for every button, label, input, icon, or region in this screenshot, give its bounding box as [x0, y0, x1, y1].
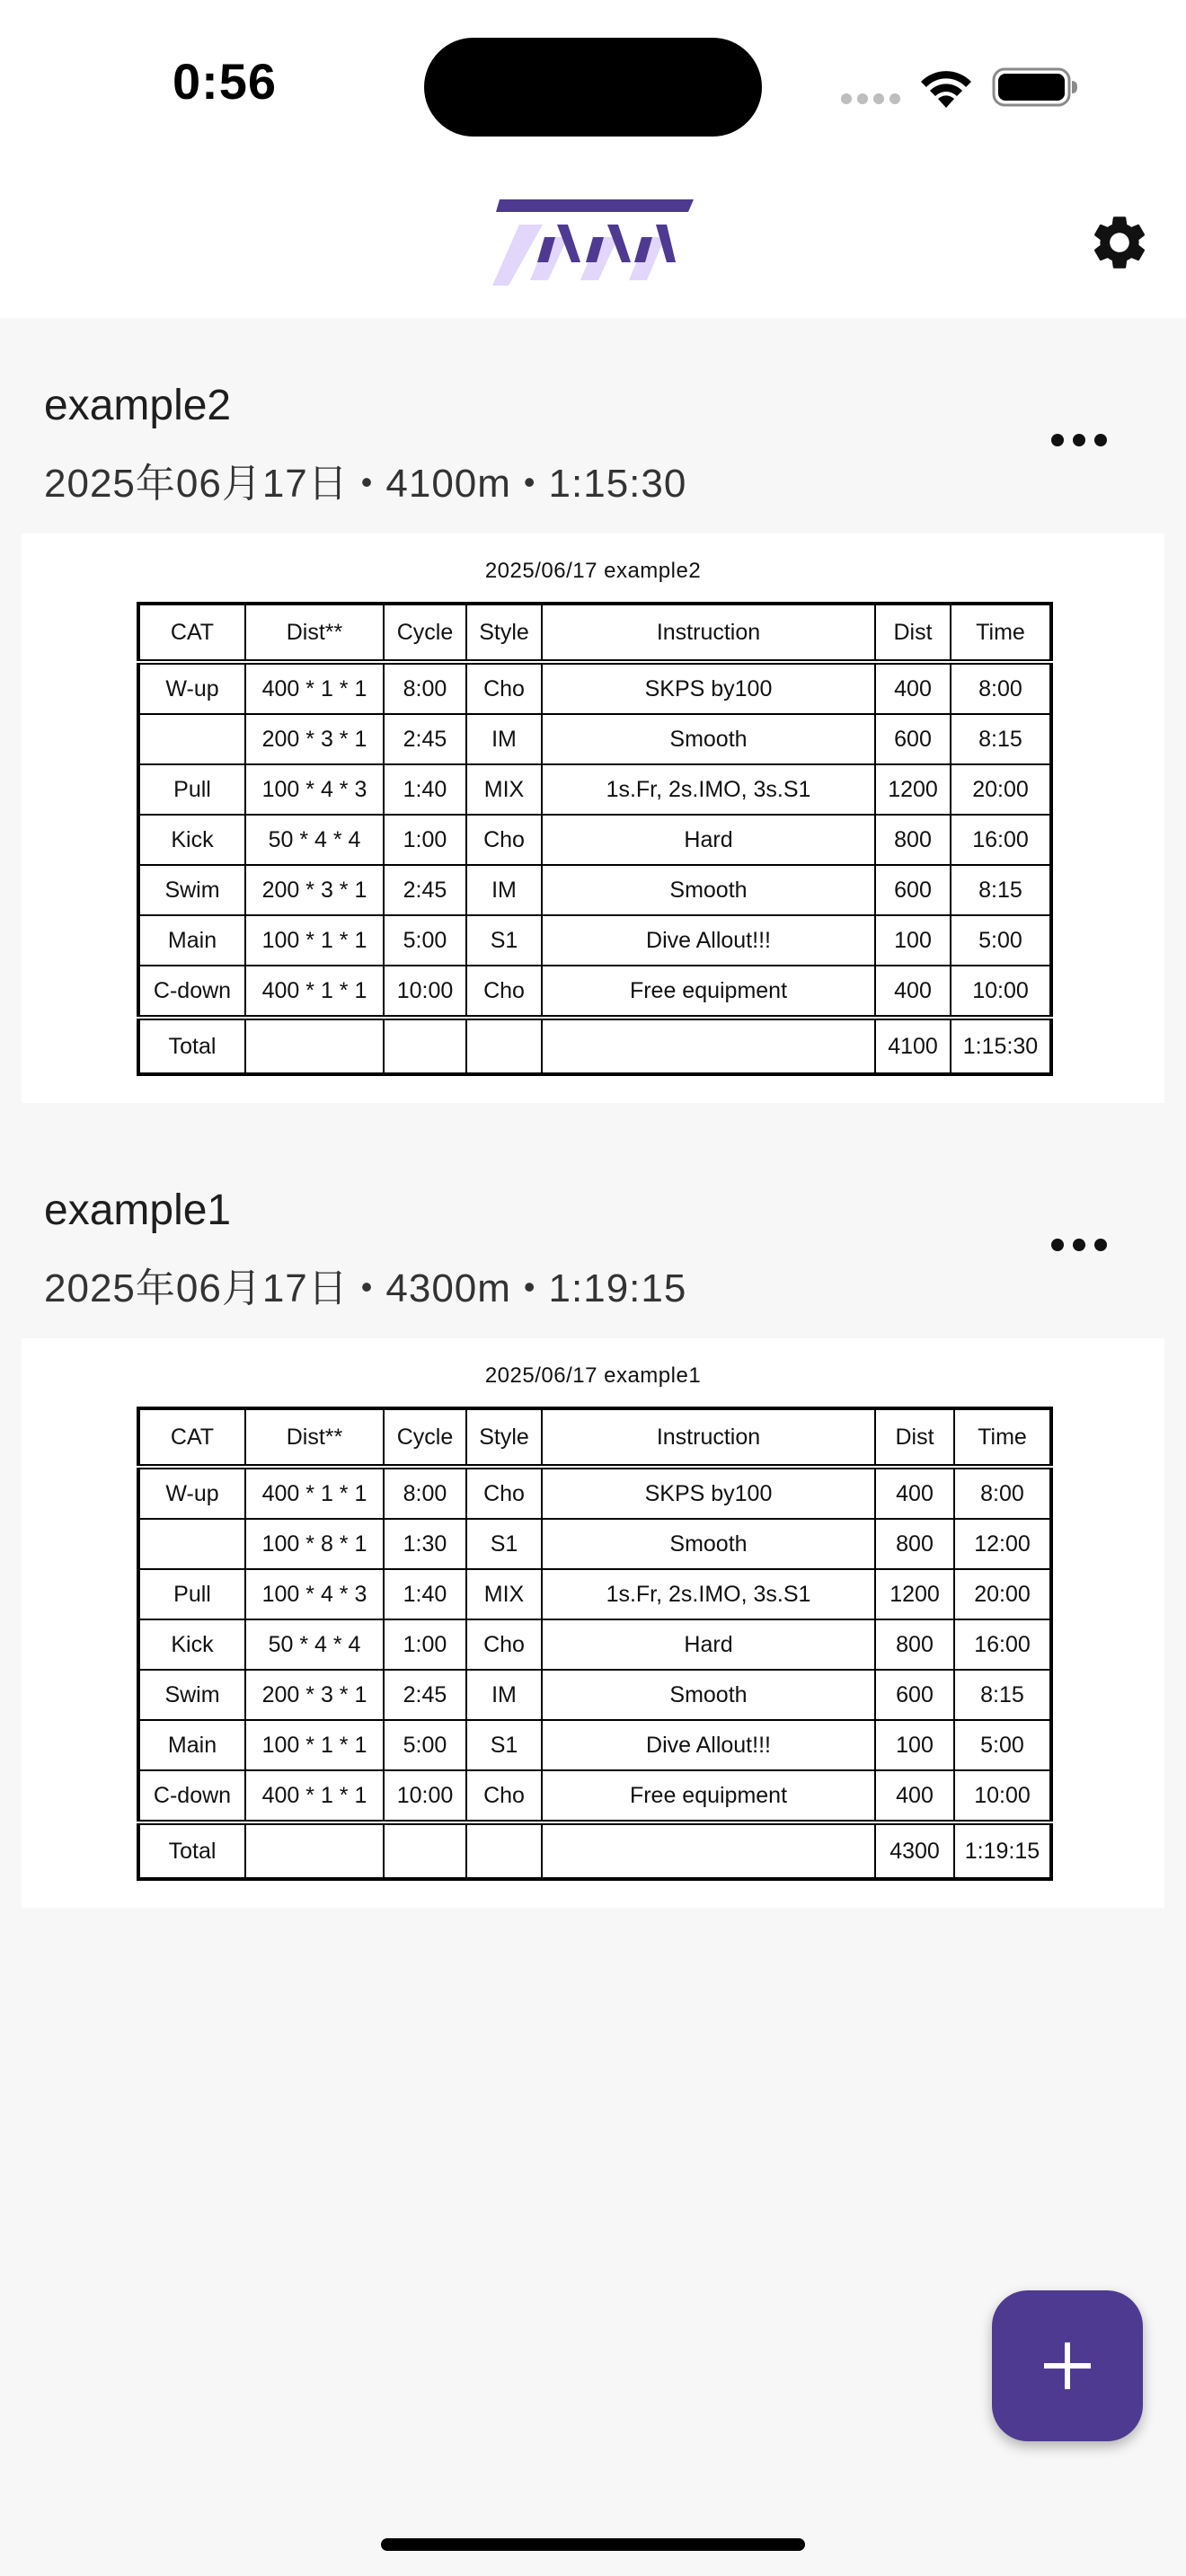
cell-dist: 400	[875, 1770, 954, 1822]
cell-dist: 600	[875, 714, 951, 764]
workout-table	[137, 1407, 1053, 1881]
column-header-instruction: Instruction	[542, 604, 875, 662]
cell-empty	[542, 1018, 875, 1074]
total-time: 1:19:15	[954, 1822, 1051, 1879]
workout-distance: 4300m	[385, 1266, 511, 1310]
cell-style: MIX	[466, 1569, 542, 1619]
workout-preview[interactable]	[22, 1338, 1164, 1908]
column-header-set-dist: Dist**	[245, 604, 384, 662]
cell-empty	[466, 1822, 542, 1879]
cell-set-dist: 100 * 8 * 1	[245, 1519, 384, 1569]
cell-style: S1	[466, 1519, 542, 1569]
cell-set-dist: 200 * 3 * 1	[245, 1670, 384, 1720]
workout-date: 2025年06月17日	[44, 1266, 349, 1310]
cell-cycle: 10:00	[384, 966, 466, 1018]
cell-style: Cho	[466, 662, 542, 714]
column-header-cycle: Cycle	[384, 604, 466, 662]
cell-set-dist: 400 * 1 * 1	[245, 1467, 384, 1519]
cell-dist: 800	[875, 815, 951, 865]
cell-set-dist: 50 * 4 * 4	[245, 815, 384, 865]
table-row	[138, 1770, 1051, 1822]
cell-cat: Kick	[138, 1619, 245, 1670]
table-row	[138, 966, 1051, 1018]
cell-style: IM	[466, 714, 542, 764]
cell-cycle: 2:45	[384, 714, 466, 764]
cell-dist: 800	[875, 1619, 954, 1670]
column-header-cycle: Cycle	[384, 1408, 466, 1467]
table-total-row	[138, 1018, 1051, 1074]
cell-dist: 400	[875, 662, 951, 714]
table-header-row	[138, 1408, 1051, 1467]
workout-duration: 1:19:15	[548, 1266, 687, 1310]
cell-cat: W-up	[138, 662, 245, 714]
total-dist: 4300	[875, 1822, 954, 1879]
cell-empty	[245, 1822, 384, 1879]
column-header-style: Style	[466, 604, 542, 662]
cell-instruction: Free equipment	[542, 1770, 875, 1822]
table-header-row	[138, 604, 1051, 662]
cell-cycle: 8:00	[384, 662, 466, 714]
table-row	[138, 764, 1051, 815]
cell-set-dist: 100 * 1 * 1	[245, 1720, 384, 1770]
cell-cat: Pull	[138, 764, 245, 815]
cell-time: 8:15	[951, 865, 1051, 915]
cell-instruction: Smooth	[542, 1519, 875, 1569]
total-dist: 4100	[875, 1018, 951, 1074]
cell-cycle: 5:00	[384, 915, 466, 966]
cell-instruction: Free equipment	[542, 966, 875, 1018]
cell-dist: 1200	[875, 1569, 954, 1619]
battery-icon	[992, 66, 1078, 108]
separator-dot: •	[523, 463, 536, 500]
cell-empty	[384, 1018, 466, 1074]
app-bar	[0, 162, 1186, 318]
total-label: Total	[138, 1822, 245, 1879]
cell-time: 12:00	[954, 1519, 1051, 1569]
cell-cycle: 1:00	[384, 815, 466, 865]
cell-time: 10:00	[951, 966, 1051, 1018]
cell-style: Cho	[466, 966, 542, 1018]
column-header-cat: CAT	[138, 604, 245, 662]
workout-summary	[44, 1256, 686, 1313]
table-row	[138, 714, 1051, 764]
cell-instruction: Smooth	[542, 1670, 875, 1720]
cell-cat: W-up	[138, 1467, 245, 1519]
cell-empty	[466, 1018, 542, 1074]
workout-date: 2025年06月17日	[44, 462, 349, 506]
cell-dist: 100	[875, 1720, 954, 1770]
total-label: Total	[138, 1018, 245, 1074]
cell-empty	[245, 1018, 384, 1074]
column-header-cat: CAT	[138, 1408, 245, 1467]
table-row	[138, 1670, 1051, 1720]
cell-set-dist: 100 * 1 * 1	[245, 915, 384, 966]
cell-time: 8:00	[954, 1467, 1051, 1519]
column-header-instruction: Instruction	[542, 1408, 875, 1467]
workout-title: example1	[44, 1187, 232, 1234]
workout-preview[interactable]	[22, 534, 1164, 1103]
cell-cat: Pull	[138, 1569, 245, 1619]
cell-instruction: SKPS by100	[542, 662, 875, 714]
cell-time: 5:00	[954, 1720, 1051, 1770]
table-row	[138, 1467, 1051, 1519]
cell-instruction: SKPS by100	[542, 1467, 875, 1519]
cell-time: 10:00	[954, 1770, 1051, 1822]
column-header-time: Time	[951, 604, 1051, 662]
cell-dist: 800	[875, 1519, 954, 1569]
cell-instruction: Dive Allout!!!	[542, 1720, 875, 1770]
table-row	[138, 662, 1051, 714]
cell-set-dist: 50 * 4 * 4	[245, 1619, 384, 1670]
cell-style: S1	[466, 915, 542, 966]
column-header-style: Style	[466, 1408, 542, 1467]
column-header-dist: Dist	[875, 604, 951, 662]
cell-dist: 600	[875, 865, 951, 915]
cell-instruction: Dive Allout!!!	[542, 915, 875, 966]
cell-set-dist: 200 * 3 * 1	[245, 865, 384, 915]
cell-dist: 400	[875, 1467, 954, 1519]
cell-cycle: 1:30	[384, 1519, 466, 1569]
cell-cycle: 8:00	[384, 1467, 466, 1519]
cell-cat	[138, 1519, 245, 1569]
cell-instruction: Smooth	[542, 865, 875, 915]
cell-instruction: Hard	[542, 815, 875, 865]
cell-cat: C-down	[138, 966, 245, 1018]
cell-empty	[542, 1822, 875, 1879]
cell-cat: Swim	[138, 1670, 245, 1720]
cell-cycle: 2:45	[384, 1670, 466, 1720]
cell-instruction: 1s.Fr, 2s.IMO, 3s.S1	[542, 1569, 875, 1619]
cell-cat	[138, 714, 245, 764]
cell-set-dist: 400 * 1 * 1	[245, 966, 384, 1018]
cell-style: IM	[466, 1670, 542, 1720]
column-header-time: Time	[954, 1408, 1051, 1467]
cell-set-dist: 100 * 4 * 3	[245, 1569, 384, 1619]
cell-dist: 400	[875, 966, 951, 1018]
cell-time: 8:15	[954, 1670, 1051, 1720]
table-row	[138, 1619, 1051, 1670]
cell-empty	[384, 1822, 466, 1879]
cell-set-dist: 400 * 1 * 1	[245, 662, 384, 714]
table-row	[138, 865, 1051, 915]
status-bar	[0, 0, 1186, 162]
cell-time: 5:00	[951, 915, 1051, 966]
preview-caption: 2025/06/17 example2	[484, 559, 702, 583]
table-row	[138, 915, 1051, 966]
cell-cat: Main	[138, 915, 245, 966]
cell-set-dist: 200 * 3 * 1	[245, 714, 384, 764]
cell-dist: 1200	[875, 764, 951, 815]
table-row	[138, 1519, 1051, 1569]
more-options-icon[interactable]	[1042, 411, 1116, 469]
cell-dist: 100	[875, 915, 951, 966]
workout-distance: 4100m	[385, 462, 511, 506]
status-time: 0:56	[172, 53, 278, 110]
plus-icon	[1035, 2333, 1100, 2398]
cell-time: 8:00	[951, 662, 1051, 714]
cell-cat: Swim	[138, 865, 245, 915]
home-indicator	[381, 2538, 805, 2551]
table-row	[138, 1720, 1051, 1770]
dynamic-island	[424, 38, 762, 137]
cell-cat: Main	[138, 1720, 245, 1770]
cell-style: Cho	[466, 815, 542, 865]
cell-time: 16:00	[951, 815, 1051, 865]
column-header-set-dist: Dist**	[245, 1408, 384, 1467]
total-time: 1:15:30	[951, 1018, 1051, 1074]
workout-table	[137, 602, 1053, 1076]
cell-dist: 600	[875, 1670, 954, 1720]
cell-style: S1	[466, 1720, 542, 1770]
cell-set-dist: 100 * 4 * 3	[245, 764, 384, 815]
table-row	[138, 815, 1051, 865]
cell-cat: C-down	[138, 1770, 245, 1822]
cell-instruction: 1s.Fr, 2s.IMO, 3s.S1	[542, 764, 875, 815]
cell-cycle: 2:45	[384, 865, 466, 915]
separator-dot: •	[360, 463, 374, 500]
cell-time: 8:15	[951, 714, 1051, 764]
cellular-signal-icon	[841, 93, 900, 104]
cell-cat: Kick	[138, 815, 245, 865]
cell-cycle: 1:00	[384, 1619, 466, 1670]
cell-instruction: Hard	[542, 1619, 875, 1670]
cell-cycle: 1:40	[384, 764, 466, 815]
column-header-dist: Dist	[875, 1408, 954, 1467]
cell-style: Cho	[466, 1619, 542, 1670]
gear-icon[interactable]	[1087, 210, 1152, 275]
workout-summary	[44, 451, 686, 508]
cell-cycle: 5:00	[384, 1720, 466, 1770]
cell-instruction: Smooth	[542, 714, 875, 764]
cell-time: 20:00	[951, 764, 1051, 815]
cell-style: IM	[466, 865, 542, 915]
add-workout-button[interactable]	[992, 2290, 1143, 2441]
cell-cycle: 1:40	[384, 1569, 466, 1619]
wifi-icon	[918, 66, 974, 110]
cell-style: Cho	[466, 1770, 542, 1822]
table-total-row	[138, 1822, 1051, 1879]
preview-caption: 2025/06/17 example1	[484, 1363, 702, 1388]
cell-style: MIX	[466, 764, 542, 815]
workout-title: example2	[44, 382, 232, 429]
cell-style: Cho	[466, 1467, 542, 1519]
cell-cycle: 10:00	[384, 1770, 466, 1822]
cell-set-dist: 400 * 1 * 1	[245, 1770, 384, 1822]
table-row	[138, 1569, 1051, 1619]
workout-duration: 1:15:30	[548, 462, 687, 506]
separator-dot: •	[523, 1268, 536, 1305]
app-logo-icon	[492, 198, 694, 287]
cell-time: 20:00	[954, 1569, 1051, 1619]
separator-dot: •	[360, 1268, 374, 1305]
more-options-icon[interactable]	[1042, 1216, 1116, 1274]
cell-time: 16:00	[954, 1619, 1051, 1670]
